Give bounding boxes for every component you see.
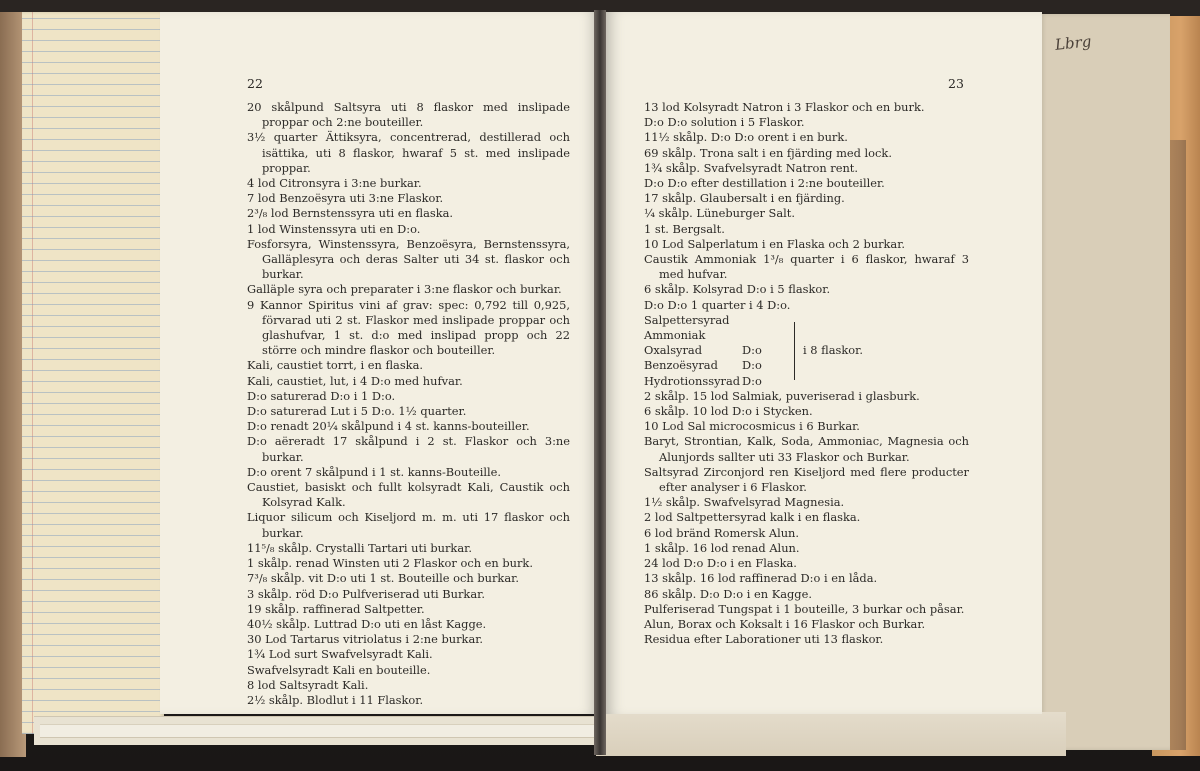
inventory-entry: 11⁵/₈ skålp. Crystalli Tartari uti burkar. [247, 540, 472, 555]
book-gutter [594, 10, 606, 755]
inventory-entry: Kali, caustiet torrt, i en flaska. [247, 358, 423, 373]
brace-item [644, 374, 792, 389]
brace-item-ditto: D:o [742, 373, 762, 388]
inventory-entry: 30 Lod Tartarus vitriolatus i 2:ne burkar. [247, 632, 484, 647]
inventory-entry: Alun, Borax och Koksalt i 16 Flaskor och Burkar. [644, 616, 926, 631]
inventory-entry: 1¾ skålp. Svafvelsyradt Natron rent. [644, 160, 859, 175]
inventory-entry: 4 lod Citronsyra i 3:ne burkar. [247, 176, 422, 191]
brace-item [644, 358, 792, 373]
inventory-entry: Baryt, Strontian, Kalk, Soda, Ammoniac, Magnesia och Alunjords sallter uti 33 Flaskor och Burkar. [644, 434, 969, 464]
brace-item-name: Oxalsyrad [644, 343, 703, 358]
inventory-entry: 1 st. Bergsalt. [644, 221, 725, 236]
inventory-entry: 9 Kannor Spiritus vini af grav: spec: 0,792 till 0,925, förvarad uti 2 st. Flaskor med inslipade proppar och glashufvar, 1 st. d:o med inslipad propp och 22 större och mindre flaskor och bouteiller. [247, 297, 570, 358]
inventory-entry: 3½ quarter Ättiksyra, concentrerad, destillerad och isättika, uti 8 flaskor, hwaraf 5 st. med inslipade proppar. [247, 130, 570, 175]
inventory-entry: 1½ skålp. Swafvelsyrad Magnesia. [644, 495, 845, 510]
inventory-entry: D:o renadt 20¼ skålpund i 4 st. kanns-bouteiller. [247, 419, 530, 434]
inventory-entry: D:o D:o solution i 5 Flaskor. [644, 115, 805, 130]
inventory-entry: 11½ skålp. D:o D:o orent i en burk. [644, 130, 848, 145]
inventory-entry: 1 skålp. renad Winsten uti 2 Flaskor och en burk. [247, 556, 533, 571]
inventory-entry: D:o saturerad D:o i 1 D:o. [247, 388, 396, 403]
inventory-entry: 13 lod Kolsyradt Natron i 3 Flaskor och en burk. [644, 100, 925, 114]
inventory-entry: 2½ skålp. Blodlut i 11 Flaskor. [247, 692, 424, 707]
inventory-entry: ¼ skålp. Lüneburger Salt. [644, 206, 795, 221]
right-cover-shadow [1170, 140, 1186, 750]
brace-items [644, 313, 792, 389]
inventory-entry: D:o D:o efter destillation i 2:ne bouteiller. [644, 176, 885, 191]
inventory-entry: 8 lod Saltsyradt Kali. [247, 677, 369, 692]
inventory-entry: 7 lod Benzoësyra uti 3:ne Flaskor. [247, 191, 444, 206]
inventory-entry: 24 lod D:o D:o i en Flaska. [644, 556, 797, 571]
entries-before-group [644, 100, 969, 313]
inventory-entry: 20 skålpund Saltsyra uti 8 flaskor med inslipade proppar och 2:ne bouteiller. [247, 100, 570, 130]
entries-after-group [644, 389, 969, 647]
page-stack-bottom-right [596, 712, 1066, 756]
right-page [606, 12, 1042, 714]
inventory-entry: 7³/₈ skålp. vit D:o uti 1 st. Bouteille och burkar. [247, 571, 519, 586]
inventory-entry: Kali, caustiet, lut, i 4 D:o med hufvar. [247, 373, 463, 388]
margin-note: Lbrg [1054, 32, 1093, 54]
brace-item-name: Hydrotionssyrad [644, 373, 741, 388]
inventory-entry: 1 skålp. 16 lod renad Alun. [644, 540, 800, 555]
inventory-entry: 2 skålp. 15 lod Salmiak, puveriserad i glasburk. [644, 388, 920, 403]
brace-item [644, 313, 792, 343]
inventory-entry: D:o D:o 1 quarter i 4 D:o. [644, 297, 791, 312]
inventory-entry: 86 skålp. D:o D:o i en Kagge. [644, 586, 812, 601]
brace-item-name: Benzoësyrad [644, 358, 718, 373]
inventory-entry: Caustiet, basiskt och fullt kolsyradt Kali, Caustik och Kolsyrad Kalk. [247, 480, 570, 510]
left-page [160, 12, 598, 714]
inventory-entry: 1¾ Lod surt Swafvelsyradt Kali. [247, 647, 433, 662]
ledger-sheet [22, 12, 164, 734]
inventory-entry: 69 skålp. Trona salt i en fjärding med lock. [644, 145, 892, 160]
inventory-entry: Fosforsyra, Winstenssyra, Benzoësyra, Bernstenssyra, Galläplesyra och deras Salter uti 34 st. flaskor och burkar. [247, 236, 570, 282]
brace-item [644, 343, 792, 358]
inventory-entry: Galläple syra och preparater i 3:ne flaskor och burkar. [247, 282, 562, 297]
brace-group [644, 313, 969, 389]
left-entry-list [247, 100, 570, 708]
inventory-entry: 2 lod Saltpettersyrad kalk i en flaska. [644, 510, 861, 525]
brace-item-ditto: D:o [742, 343, 762, 358]
inventory-entry: D:o aëreradt 17 skålpund i 2 st. Flaskor och 3:ne burkar. [247, 434, 570, 464]
inventory-entry: 6 skålp. 10 lod D:o i Stycken. [644, 404, 813, 419]
brace-label: i 8 flaskor. [803, 343, 863, 358]
inventory-entry: 2³/₈ lod Bernstenssyra uti en flaska. [247, 206, 454, 221]
brace-bracket [794, 322, 795, 380]
page-number-right: 23 [948, 76, 964, 91]
page-stack-bottom-2 [40, 724, 600, 738]
inventory-entry: 6 lod bränd Romersk Alun. [644, 525, 800, 540]
inventory-entry: 10 Lod Sal microcosmicus i 6 Burkar. [644, 419, 860, 434]
inventory-entry: Residua efter Laborationer uti 13 flaskor. [644, 632, 884, 647]
page-number-left: 22 [247, 76, 263, 91]
inventory-entry: 10 Lod Salperlatum i en Flaska och 2 burkar. [644, 236, 906, 251]
brace-item-ditto: D:o [742, 358, 762, 373]
inventory-entry: 3 skålp. röd D:o Pulfveriserad uti Burkar. [247, 586, 485, 601]
right-page-stack [1040, 14, 1170, 750]
inventory-entry: 1 lod Winstenssyra uti en D:o. [247, 221, 421, 236]
inventory-entry: Liquor silicum och Kiseljord m. m. uti 17 flaskor och burkar. [247, 510, 570, 540]
right-entry-list [644, 100, 969, 647]
inventory-entry: 13 skålp. 16 lod raffinerad D:o i en låda. [644, 571, 878, 586]
inventory-entry: 17 skålp. Glaubersalt i en fjärding. [644, 191, 845, 206]
inventory-entry: D:o orent 7 skålpund i 1 st. kanns-Bouteille. [247, 464, 501, 479]
inventory-entry: Saltsyrad Zirconjord ren Kiseljord med flere producter efter analyser i 6 Flaskor. [644, 464, 969, 495]
inventory-entry: 6 skålp. Kolsyrad D:o i 5 flaskor. [644, 282, 831, 297]
inventory-entry: Caustik Ammoniak 1³/₈ quarter i 6 flaskor, hwaraf 3 med hufvar. [644, 252, 969, 282]
inventory-entry: D:o saturerad Lut i 5 D:o. 1½ quarter. [247, 404, 467, 419]
inventory-entry: Swafvelsyradt Kali en bouteille. [247, 662, 431, 677]
brace-item-name: Salpettersyrad Ammoniak [644, 312, 730, 343]
inventory-entry: 40½ skålp. Luttrad D:o uti en låst Kagge. [247, 616, 487, 631]
inventory-entry: Pulferiserad Tungspat i 1 bouteille, 3 burkar och påsar. [644, 601, 965, 616]
inventory-entry: 19 skålp. raffinerad Saltpetter. [247, 601, 425, 616]
